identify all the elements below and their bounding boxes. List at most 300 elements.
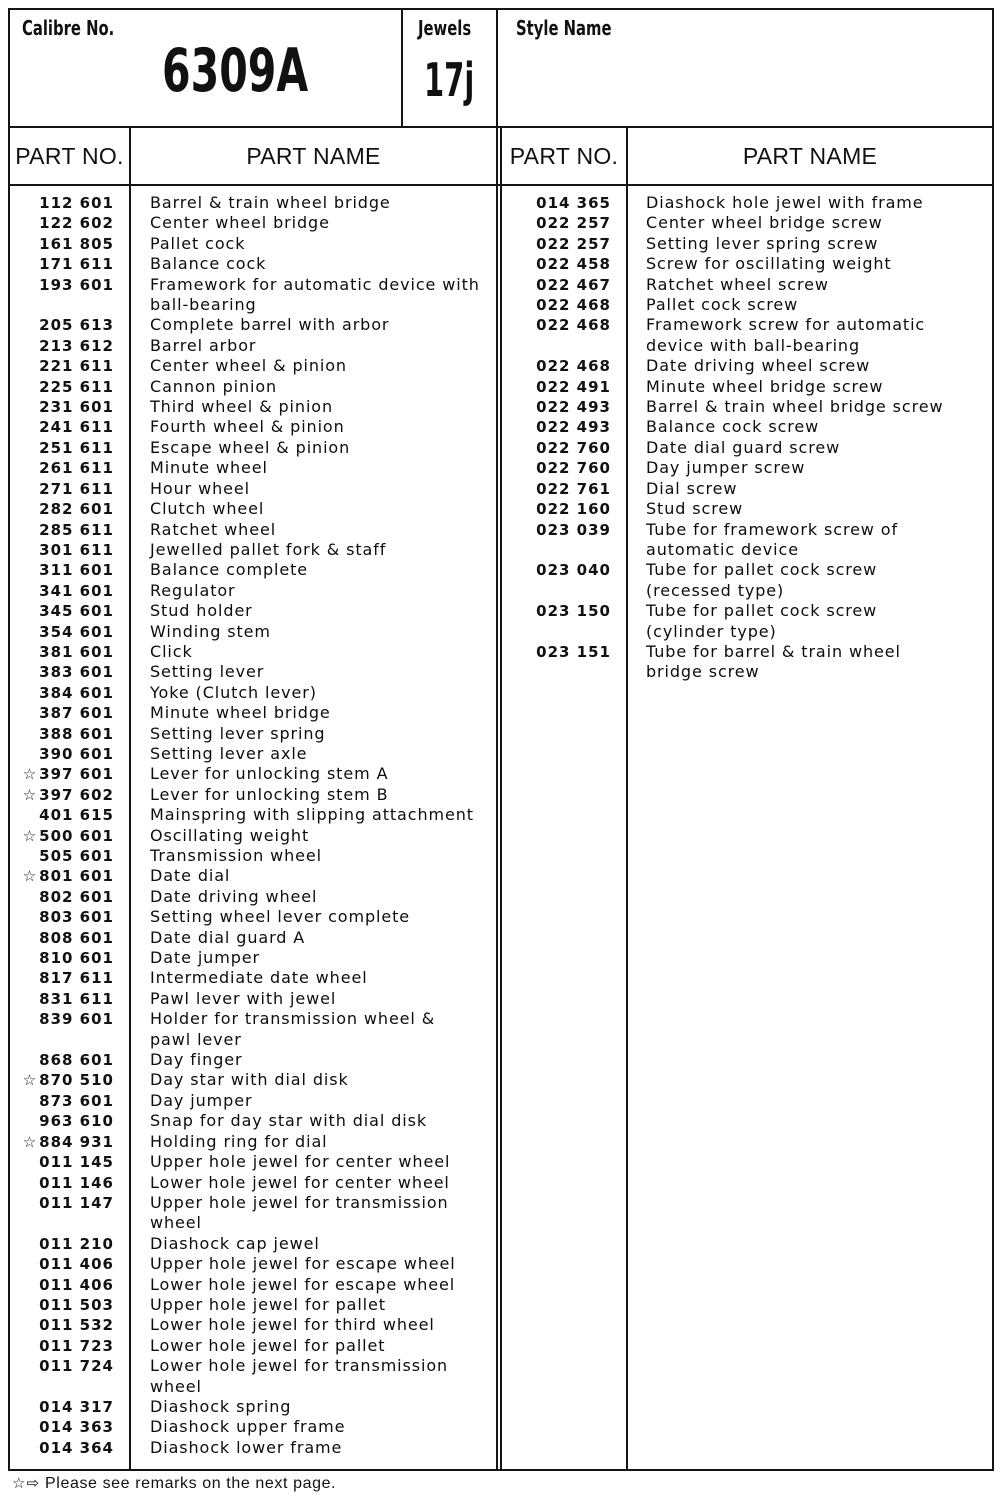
- part-name: [129, 1397, 496, 1417]
- part-name: [129, 662, 496, 682]
- part-number-cell: [502, 397, 626, 417]
- part-number-cell: [502, 193, 626, 213]
- part-name-line: Regulator: [150, 580, 236, 600]
- part-row: [502, 479, 993, 499]
- part-number: 205 613: [39, 316, 114, 335]
- part-row: [8, 315, 496, 335]
- part-row: [8, 1275, 496, 1295]
- part-name-line: pawl lever: [150, 1029, 242, 1049]
- part-number: 354 601: [39, 622, 114, 641]
- part-name: [129, 1091, 496, 1111]
- part-row: [8, 234, 496, 254]
- part-row: [502, 295, 993, 315]
- part-number: 023 040: [536, 561, 611, 580]
- part-name: [626, 234, 993, 254]
- part-row: [502, 458, 993, 478]
- part-name-line: wheel: [150, 1376, 202, 1396]
- part-number-cell: [502, 315, 626, 335]
- part-number-cell: [8, 1356, 129, 1376]
- part-number: 014 364: [39, 1438, 114, 1457]
- part-number-cell: [8, 642, 129, 662]
- part-name-line: Upper hole jewel for transmission: [150, 1192, 449, 1212]
- part-row: [502, 356, 993, 376]
- part-number-cell: [8, 1417, 129, 1437]
- part-name-line: Click: [150, 641, 193, 661]
- part-name: [129, 785, 496, 805]
- part-name: [626, 275, 993, 295]
- part-name-line: Date jumper: [150, 948, 260, 968]
- part-name: [129, 234, 496, 254]
- part-row: [8, 928, 496, 948]
- part-name: [626, 377, 993, 397]
- part-number-cell: [8, 1091, 129, 1111]
- part-number-cell: [8, 724, 129, 744]
- part-name-line: Balance complete: [150, 560, 309, 580]
- part-name: [626, 356, 993, 376]
- jewels-count: 17j: [424, 53, 475, 107]
- part-number: 261 611: [39, 459, 114, 478]
- part-row: [8, 907, 496, 927]
- part-number: 022 493: [536, 418, 611, 437]
- part-name: [129, 887, 496, 907]
- part-number-cell: [8, 234, 129, 254]
- part-number-cell: [8, 948, 129, 968]
- part-number-cell: [502, 295, 626, 315]
- footer-note-text: Please see remarks on the next page.: [45, 1475, 337, 1492]
- part-row: [8, 968, 496, 988]
- part-number-cell: [8, 540, 129, 560]
- part-row: [8, 683, 496, 703]
- part-name-line: Setting lever: [150, 662, 265, 682]
- part-number: 341 601: [39, 581, 114, 600]
- part-row: [8, 520, 496, 540]
- part-number-cell: [8, 805, 129, 825]
- part-row: [8, 642, 496, 662]
- part-number: 011 406: [39, 1275, 114, 1294]
- part-name: [129, 336, 496, 356]
- part-name-line: Setting lever spring: [150, 723, 326, 743]
- part-row: [8, 499, 496, 519]
- remark-star-icon: ☆: [22, 765, 37, 784]
- part-number-cell: [502, 520, 626, 540]
- part-number: 301 611: [39, 540, 114, 559]
- part-number-cell: [8, 866, 129, 886]
- part-name-line: Date dial: [150, 866, 231, 886]
- part-number-cell: [8, 479, 129, 499]
- part-row: [8, 1254, 496, 1274]
- remark-star-icon: ☆: [22, 826, 37, 845]
- part-name-line: Center wheel & pinion: [150, 356, 347, 376]
- part-name: [626, 458, 993, 478]
- part-number-cell: [8, 622, 129, 642]
- part-number: 011 503: [39, 1295, 114, 1314]
- part-name-line: Hour wheel: [150, 478, 250, 498]
- part-number: 383 601: [39, 663, 114, 682]
- part-number: 311 601: [39, 561, 114, 580]
- part-number: 022 468: [536, 357, 611, 376]
- part-name-line: Snap for day star with dial disk: [150, 1111, 427, 1131]
- part-name: [626, 520, 993, 561]
- part-name: [626, 295, 993, 315]
- part-row: [8, 581, 496, 601]
- part-name-line: ball-bearing: [150, 295, 257, 315]
- part-number-cell: [502, 601, 626, 621]
- part-row: [8, 1438, 496, 1458]
- part-number-cell: [8, 989, 129, 1009]
- part-name: [129, 254, 496, 274]
- part-name: [129, 928, 496, 948]
- part-number: 397 602: [39, 785, 114, 804]
- part-number-cell: [8, 744, 129, 764]
- calibre-jewels-divider-line: [401, 8, 403, 128]
- part-name-line: Minute wheel bridge screw: [646, 376, 884, 396]
- part-name: [626, 193, 993, 213]
- part-number-cell: [502, 458, 626, 478]
- part-name-line: Jewelled pallet fork & staff: [150, 539, 387, 559]
- part-name-line: Lower hole jewel for center wheel: [150, 1172, 450, 1192]
- part-name: [626, 499, 993, 519]
- part-row: [8, 560, 496, 580]
- part-row: [8, 1336, 496, 1356]
- part-number-cell: [502, 275, 626, 295]
- part-name: [129, 275, 496, 316]
- part-row: [8, 826, 496, 846]
- jewels-label: Jewels: [418, 16, 472, 40]
- part-name-line: Day finger: [150, 1050, 243, 1070]
- part-number: 022 493: [536, 398, 611, 417]
- part-row: [8, 662, 496, 682]
- part-name: [129, 438, 496, 458]
- part-number: 022 761: [536, 479, 611, 498]
- part-name-line: (cylinder type): [646, 621, 777, 641]
- part-name-line: Yoke (Clutch lever): [150, 682, 317, 702]
- part-number: 810 601: [39, 949, 114, 968]
- part-number: 397 601: [39, 765, 114, 784]
- part-name-line: Pallet cock screw: [646, 295, 799, 315]
- part-name-line: Pawl lever with jewel: [150, 988, 337, 1008]
- part-number: 011 532: [39, 1316, 114, 1335]
- part-name-line: Lever for unlocking stem B: [150, 784, 389, 804]
- part-name-line: Framework for automatic device with: [150, 274, 480, 294]
- part-number-cell: [8, 1132, 129, 1152]
- part-number: 282 601: [39, 500, 114, 519]
- part-row: [8, 1417, 496, 1437]
- part-number: 213 612: [39, 336, 114, 355]
- part-name: [129, 866, 496, 886]
- center-divider-line: [496, 8, 498, 1471]
- part-row: [8, 397, 496, 417]
- part-name-line: Diashock lower frame: [150, 1437, 343, 1457]
- part-number: 225 611: [39, 377, 114, 396]
- part-name-line: Center wheel bridge: [150, 213, 330, 233]
- part-name: [129, 397, 496, 417]
- part-name-line: Setting wheel lever complete: [150, 907, 411, 927]
- left-part-name-header: PART NAME: [246, 142, 381, 169]
- part-name: [129, 805, 496, 825]
- part-name: [129, 417, 496, 437]
- part-name-line: wheel: [150, 1213, 202, 1233]
- part-row: [8, 1050, 496, 1070]
- part-number-cell: [502, 642, 626, 662]
- part-number-cell: [8, 968, 129, 988]
- part-row: [8, 785, 496, 805]
- part-row: [8, 417, 496, 437]
- part-number: 868 601: [39, 1051, 114, 1070]
- part-name-line: (recessed type): [646, 580, 785, 600]
- part-name-line: Complete barrel with arbor: [150, 315, 390, 335]
- part-name-line: Balance cock screw: [646, 417, 820, 437]
- part-number: 011 210: [39, 1234, 114, 1253]
- part-name-line: Diashock spring: [150, 1396, 292, 1416]
- part-row: [8, 1111, 496, 1131]
- part-row: [8, 1009, 496, 1050]
- part-number: 839 601: [39, 1010, 114, 1029]
- part-row: [502, 397, 993, 417]
- part-name: [129, 601, 496, 621]
- part-number-cell: [8, 1009, 129, 1029]
- part-row: [8, 1091, 496, 1111]
- part-number: 014 317: [39, 1397, 114, 1416]
- part-row: [502, 438, 993, 458]
- style-name-label: Style Name: [516, 16, 612, 40]
- part-number: 831 611: [39, 989, 114, 1008]
- part-name: [129, 764, 496, 784]
- part-name-line: Clutch wheel: [150, 499, 265, 519]
- part-name: [129, 1070, 496, 1090]
- right-part-name-header: PART NAME: [742, 142, 878, 169]
- part-name-line: Diashock cap jewel: [150, 1233, 320, 1253]
- part-name-line: Day jumper screw: [646, 458, 806, 478]
- part-name: [129, 581, 496, 601]
- part-name: [626, 397, 993, 417]
- part-row: [8, 336, 496, 356]
- part-number: 387 601: [39, 704, 114, 723]
- part-name: [129, 1234, 496, 1254]
- part-row: [8, 356, 496, 376]
- part-name-line: Day star with dial disk: [150, 1070, 349, 1090]
- part-row: [8, 438, 496, 458]
- part-name-line: Upper hole jewel for escape wheel: [150, 1254, 456, 1274]
- part-number: 022 491: [536, 377, 611, 396]
- part-name-line: Setting lever spring screw: [646, 233, 879, 253]
- part-name: [129, 193, 496, 213]
- part-name: [129, 846, 496, 866]
- part-name-line: Ratchet wheel: [150, 519, 277, 539]
- part-row: [8, 1070, 496, 1090]
- part-number: 384 601: [39, 683, 114, 702]
- part-number-cell: [8, 581, 129, 601]
- part-number-cell: [8, 1254, 129, 1274]
- part-name: [129, 1111, 496, 1131]
- part-number: 022 257: [536, 214, 611, 233]
- part-number: 873 601: [39, 1091, 114, 1110]
- part-row: [502, 377, 993, 397]
- part-number-cell: [8, 336, 129, 356]
- part-name: [129, 1275, 496, 1295]
- part-row: [502, 499, 993, 519]
- part-row: [502, 234, 993, 254]
- remark-star-icon: ☆: [22, 785, 37, 804]
- part-name: [626, 601, 993, 642]
- part-row: [8, 275, 496, 316]
- part-number: 011 145: [39, 1153, 114, 1172]
- part-number-cell: [8, 846, 129, 866]
- part-name-line: Screw for oscillating weight: [646, 254, 892, 274]
- part-number: 381 601: [39, 642, 114, 661]
- part-name: [129, 683, 496, 703]
- part-number: 014 363: [39, 1418, 114, 1437]
- part-name-line: Third wheel & pinion: [150, 397, 334, 417]
- part-row: [502, 520, 993, 561]
- part-row: [8, 193, 496, 213]
- part-number: 011 723: [39, 1336, 114, 1355]
- footer-note: [12, 1474, 336, 1493]
- part-number: 193 601: [39, 275, 114, 294]
- remark-star-icon: ☆: [22, 1132, 37, 1151]
- part-name-line: Upper hole jewel for center wheel: [150, 1152, 451, 1172]
- part-name-line: Upper hole jewel for pallet: [150, 1294, 386, 1314]
- part-number: 022 160: [536, 500, 611, 519]
- part-number: 401 615: [39, 806, 114, 825]
- part-number: 022 468: [536, 316, 611, 335]
- part-name-line: Date driving wheel screw: [646, 356, 871, 376]
- part-name: [129, 968, 496, 988]
- part-name-line: Day jumper: [150, 1090, 253, 1110]
- part-number-cell: [502, 377, 626, 397]
- part-name-line: Fourth wheel & pinion: [150, 417, 345, 437]
- part-number-cell: [8, 785, 129, 805]
- part-row: [8, 948, 496, 968]
- part-name-line: Intermediate date wheel: [150, 968, 368, 988]
- part-number: 801 601: [39, 867, 114, 886]
- part-number-cell: [8, 315, 129, 335]
- part-row: [8, 846, 496, 866]
- part-name: [129, 1009, 496, 1050]
- part-name: [129, 724, 496, 744]
- part-number-cell: [8, 560, 129, 580]
- part-number: 022 458: [536, 255, 611, 274]
- part-name: [129, 703, 496, 723]
- part-name-line: Stud screw: [646, 499, 744, 519]
- part-number-cell: [502, 499, 626, 519]
- part-name: [129, 1438, 496, 1458]
- part-number-cell: [8, 1315, 129, 1335]
- part-name: [129, 540, 496, 560]
- part-number-cell: [8, 1234, 129, 1254]
- part-number: 023 151: [536, 642, 611, 661]
- part-number: 011 147: [39, 1193, 114, 1212]
- part-name-line: automatic device: [646, 539, 799, 559]
- part-row: [8, 1193, 496, 1234]
- part-row: [8, 601, 496, 621]
- calibre-number: 6309A: [162, 36, 309, 106]
- part-number: 285 611: [39, 520, 114, 539]
- part-name-line: Diashock upper frame: [150, 1417, 346, 1437]
- part-number-cell: [502, 213, 626, 233]
- part-number: 014 365: [536, 194, 611, 212]
- part-name: [129, 1254, 496, 1274]
- part-number-cell: [8, 662, 129, 682]
- part-row: [502, 193, 993, 213]
- part-number: 023 039: [536, 520, 611, 539]
- remark-star-icon: ☆: [22, 867, 37, 886]
- part-name: [129, 622, 496, 642]
- part-number-cell: [502, 560, 626, 580]
- part-name: [626, 479, 993, 499]
- part-name: [129, 1173, 496, 1193]
- part-row: [8, 254, 496, 274]
- part-name-line: Winding stem: [150, 621, 271, 641]
- part-number: 345 601: [39, 602, 114, 621]
- part-row: [502, 315, 993, 356]
- part-row: [502, 601, 993, 642]
- part-name: [129, 1050, 496, 1070]
- part-number-cell: [502, 356, 626, 376]
- part-name-line: Holder for transmission wheel &: [150, 1009, 436, 1029]
- part-row: [8, 866, 496, 886]
- part-number: 161 805: [39, 234, 114, 253]
- part-row: [8, 744, 496, 764]
- part-number-cell: [8, 928, 129, 948]
- part-name-line: Lower hole jewel for third wheel: [150, 1315, 435, 1335]
- part-name: [129, 1193, 496, 1234]
- part-name-line: Lower hole jewel for transmission: [150, 1356, 449, 1376]
- part-number: 221 611: [39, 357, 114, 376]
- part-number: 022 467: [536, 275, 611, 294]
- part-number: 963 610: [39, 1112, 114, 1131]
- part-name-line: Minute wheel bridge: [150, 703, 331, 723]
- part-row: [8, 1173, 496, 1193]
- part-number: 122 602: [39, 214, 114, 233]
- part-row: [502, 642, 993, 683]
- part-number-cell: [8, 417, 129, 437]
- part-number-cell: [8, 1111, 129, 1131]
- right-part-no-header: PART NO.: [509, 142, 619, 169]
- part-row: [8, 1397, 496, 1417]
- part-name: [129, 1152, 496, 1172]
- part-row: [8, 213, 496, 233]
- part-name: [626, 642, 993, 683]
- part-name-line: Cannon pinion: [150, 376, 278, 396]
- part-number-cell: [8, 193, 129, 213]
- part-row: [8, 622, 496, 642]
- part-number: 023 150: [536, 602, 611, 621]
- part-name-line: Mainspring with slipping attachment: [150, 805, 474, 825]
- part-number-cell: [8, 1050, 129, 1070]
- part-number-cell: [8, 213, 129, 233]
- part-name-line: Date dial guard screw: [646, 437, 841, 457]
- part-number-cell: [502, 438, 626, 458]
- part-row: [8, 1356, 496, 1397]
- part-name: [129, 499, 496, 519]
- part-name-line: Oscillating weight: [150, 825, 310, 845]
- part-row: [502, 275, 993, 295]
- part-name-line: bridge screw: [646, 662, 760, 682]
- part-name-line: Tube for framework screw of: [646, 519, 899, 539]
- part-row: [8, 540, 496, 560]
- part-number-cell: [8, 1336, 129, 1356]
- part-number-cell: [8, 377, 129, 397]
- part-number: 808 601: [39, 928, 114, 947]
- part-number: 817 611: [39, 969, 114, 988]
- part-number-cell: [8, 438, 129, 458]
- part-name-line: Barrel & train wheel bridge: [150, 193, 391, 212]
- part-name-line: Transmission wheel: [150, 846, 323, 865]
- part-number: 884 931: [39, 1132, 114, 1151]
- part-name-line: Escape wheel & pinion: [150, 437, 351, 457]
- part-row: [502, 417, 993, 437]
- part-name-line: Tube for pallet cock screw: [646, 601, 878, 621]
